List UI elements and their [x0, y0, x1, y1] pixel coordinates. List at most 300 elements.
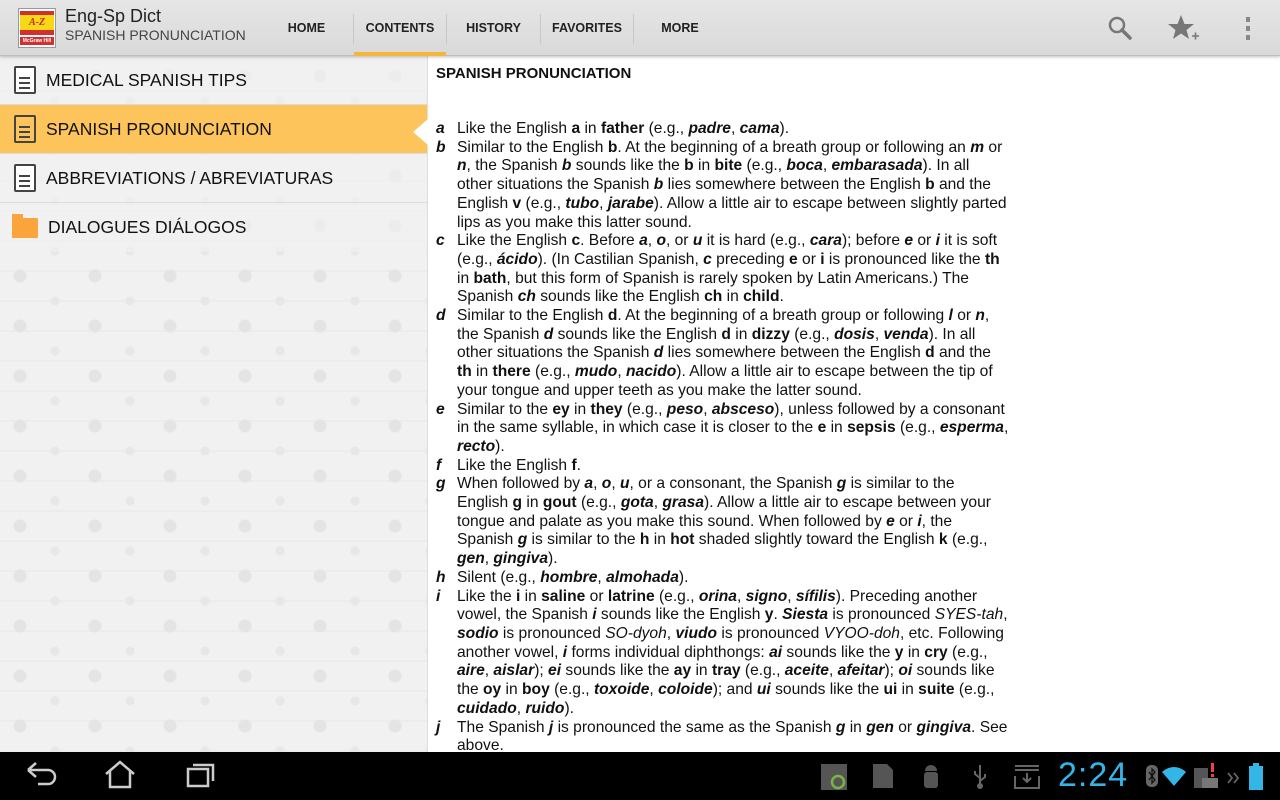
text-run: (e.g., [742, 157, 787, 175]
text-run: ). [564, 699, 574, 717]
text-run: , [822, 157, 832, 175]
article-title: SPANISH PRONUNCIATION [436, 65, 632, 82]
entry-text [457, 232, 1009, 307]
emphasized-term: d [925, 344, 935, 362]
sidebar-item-label: DIALOGUES DIÁLOGOS [48, 217, 247, 237]
emphasized-term: ácido [496, 250, 538, 268]
emphasized-term: sífilis [795, 587, 836, 605]
pronunciation-entry [436, 307, 1016, 401]
emphasized-term: SYES-tah [934, 606, 1004, 624]
text-run: , but this form of Spanish is rarely spoken by Latin Americans.) The Spanish [457, 269, 969, 306]
text-run: Like the English [457, 120, 572, 137]
text-run: (e.g., [576, 494, 621, 512]
emphasized-term: viudo [675, 624, 718, 642]
text-run: in [580, 120, 601, 137]
text-run: (e.g., [644, 120, 689, 137]
emphasized-term: embarasada [831, 157, 923, 175]
entry-text [457, 120, 1009, 139]
emphasized-term: v [512, 194, 522, 212]
text-run: sounds like the [770, 681, 884, 699]
text-run: lies somewhere between the English [663, 344, 926, 362]
emphasized-term: padre [688, 120, 731, 137]
emphasized-term: oi [898, 662, 913, 680]
star-add-icon[interactable] [1168, 14, 1196, 42]
entry-text [457, 401, 1009, 457]
app-logo [18, 8, 56, 48]
selection-pointer [413, 119, 428, 145]
text-run: , or [665, 232, 693, 250]
emphasized-term: cama [739, 120, 780, 137]
text-run: in [903, 643, 925, 661]
text-run: in [897, 681, 919, 699]
text-run: in [522, 494, 543, 512]
text-run: in [693, 157, 715, 175]
emphasized-term: gingiva [493, 550, 548, 568]
text-run: , the Spanish [457, 307, 990, 343]
more-notifications-icon[interactable] [1226, 768, 1240, 791]
contents-sidebar [0, 56, 427, 752]
text-run: ). [548, 550, 558, 568]
emphasized-term: ai [769, 643, 783, 661]
text-run: , [828, 662, 838, 680]
tab-home[interactable]: HOME [287, 21, 326, 35]
text-run: (e.g., [947, 531, 988, 549]
emphasized-term: Siesta [782, 606, 829, 624]
android-debug-icon[interactable] [920, 764, 942, 796]
emphasized-term: dizzy [751, 325, 790, 343]
emphasized-term: y [894, 643, 904, 661]
app-title: Eng-Sp Dict [65, 6, 162, 26]
text-run: Like the [457, 587, 516, 605]
emphasized-term: l [948, 307, 953, 325]
text-run: , etc. Following another vowel, [457, 624, 1004, 661]
emphasized-term: b [653, 176, 664, 194]
text-run: in [845, 718, 867, 736]
text-run: is pronounced [828, 606, 935, 624]
keyboard-alert-icon[interactable] [1194, 762, 1220, 796]
system-navigation-bar [0, 752, 1280, 800]
text-run: , [597, 568, 607, 586]
sd-card-icon[interactable] [872, 763, 894, 795]
text-run: Like the English [457, 232, 572, 250]
document-icon [14, 115, 36, 143]
emphasized-term: k [938, 531, 948, 549]
text-run: , [1003, 606, 1008, 624]
emphasized-term: y [764, 606, 774, 624]
logo-brand: McGraw Hill [20, 37, 54, 45]
document-icon [14, 66, 36, 94]
emphasized-term: esperma [939, 419, 1004, 437]
text-run: , [516, 699, 526, 717]
text-run: in [826, 419, 848, 437]
text-run: sounds like the English [535, 288, 705, 306]
text-run: or [893, 718, 917, 736]
emphasized-term: g [512, 494, 523, 512]
text-run: ). Allow a little air to escape between the tip of your tongue and upper teeth as you make the latter sound. [457, 363, 993, 399]
emphasized-term: tray [711, 662, 741, 680]
emphasized-term: ei [548, 662, 562, 680]
text-run: , [1003, 419, 1009, 437]
emphasized-term: th [984, 250, 1000, 268]
text-run: sounds like the [457, 662, 995, 699]
app-update-notification-icon[interactable] [820, 762, 850, 798]
text-run: . At the beginning of a breath group or following an [617, 138, 971, 156]
emphasized-term: ui [756, 681, 771, 699]
entry-letter: c [436, 232, 445, 250]
emphasized-term: ch [704, 288, 723, 306]
emphasized-term: o [656, 232, 666, 250]
pronunciation-entry [436, 588, 1016, 719]
download-icon[interactable] [1014, 764, 1040, 796]
app-subtitle: SPANISH PRONUNCIATION [65, 27, 246, 43]
text-run: sounds like the English [553, 325, 722, 343]
text-run: , [874, 325, 884, 343]
text-run: is similar to the English [457, 475, 955, 512]
emphasized-term: cara [809, 232, 842, 250]
text-run: in [730, 325, 752, 343]
tab-more[interactable]: MORE [661, 21, 699, 35]
tab-contents[interactable]: CONTENTS [354, 0, 446, 56]
tab-history[interactable]: HISTORY [466, 21, 521, 35]
clock[interactable]: 2:24 [1058, 756, 1129, 794]
text-run: ); before [841, 232, 905, 250]
text-run: , or a consonant, the Spanish [629, 475, 837, 493]
emphasized-term: absceso [711, 400, 775, 418]
text-run: . [576, 456, 581, 474]
text-run: in [649, 531, 671, 549]
emphasized-term: gen [457, 550, 485, 568]
text-run: , [736, 587, 746, 605]
entry-text [457, 475, 1009, 569]
emphasized-term: grasa [662, 494, 705, 512]
sidebar-item-dialogues[interactable] [0, 203, 427, 252]
text-run: sounds like the [782, 643, 895, 661]
emphasized-term: a [639, 232, 648, 250]
text-run: ). In all other situations the Spanish [457, 325, 976, 362]
emphasized-term: saline [541, 587, 586, 605]
emphasized-term: recto [457, 437, 496, 455]
usb-icon[interactable] [972, 764, 988, 796]
emphasized-term: e [789, 250, 798, 268]
emphasized-term: c [703, 250, 712, 268]
text-run: , [593, 475, 602, 493]
text-run: sounds like the [561, 662, 674, 680]
emphasized-term: cry [924, 643, 948, 661]
text-run: , [599, 194, 608, 212]
text-run: . [773, 606, 783, 624]
emphasized-term: g [836, 475, 847, 493]
text-run: , [787, 587, 796, 605]
emphasized-term: gout [542, 494, 577, 512]
text-run: ). Allow a little air to escape between your tongue and palate as you make this sound. When followed by [457, 494, 991, 530]
action-bar [0, 0, 1280, 56]
emphasized-term: sepsis [847, 419, 896, 437]
emphasized-term: i [562, 643, 568, 661]
sidebar-item-spanish-pronunciation[interactable] [0, 105, 427, 154]
pronunciation-entry [436, 569, 1016, 588]
text-run: or [585, 587, 608, 605]
text-run: or [913, 232, 936, 250]
entry-letter: d [436, 307, 446, 325]
text-run: . At the beginning of a breath group or following [617, 307, 949, 325]
emphasized-term: child [743, 288, 780, 306]
text-run: is pronounced like the [824, 250, 985, 268]
emphasized-term: afeitar [837, 662, 885, 680]
emphasized-term: a [584, 475, 594, 493]
bluetooth-icon[interactable] [1146, 765, 1158, 793]
text-run: , [611, 475, 620, 493]
emphasized-term: d [607, 307, 618, 325]
emphasized-term: th [457, 363, 472, 381]
emphasized-term: toxoide [593, 681, 650, 699]
text-run: ). [678, 568, 689, 586]
text-run: (e.g., [895, 419, 940, 437]
text-run: shaded slightly toward the English [694, 531, 939, 549]
emphasized-term: d [721, 325, 731, 343]
sidebar-item-label: SPANISH PRONUNCIATION [46, 118, 272, 139]
emphasized-term: sodio [457, 624, 499, 642]
recent-apps-button[interactable] [185, 760, 217, 797]
text-run: (e.g., [789, 325, 835, 343]
emphasized-term: aceite [784, 662, 829, 680]
text-run: , [484, 550, 494, 568]
emphasized-term: d [653, 344, 664, 362]
text-run: it is hard (e.g., [702, 232, 810, 250]
emphasized-term: ch [517, 288, 536, 306]
text-run: or [984, 138, 1003, 156]
text-run: in [569, 400, 591, 418]
article-pane[interactable] [427, 56, 1280, 752]
text-run: Similar to the English [457, 138, 608, 156]
emphasized-term: cuidado [457, 699, 517, 717]
emphasized-term: e [817, 419, 827, 437]
emphasized-term: gen [866, 718, 894, 736]
emphasized-term: peso [666, 400, 704, 418]
emphasized-term: b [607, 138, 618, 156]
emphasized-term: ey [552, 400, 570, 418]
text-run: , [653, 494, 663, 512]
emphasized-term: boy [522, 681, 550, 699]
text-run: (e.g., [521, 194, 566, 212]
emphasized-term: c [571, 232, 581, 250]
text-run: ). [779, 120, 790, 137]
text-run: Silent (e.g., [457, 568, 541, 586]
emphasized-term: dosis [834, 325, 875, 343]
text-run: in [471, 363, 493, 381]
home-button[interactable] [104, 760, 136, 797]
text-run: (e.g., [549, 681, 594, 699]
text-run: ), unless followed by a consonant in the same syllable, in which case it is closer to the [457, 400, 1005, 437]
emphasized-term: nacido [626, 363, 677, 381]
entry-letter: h [436, 568, 446, 586]
text-run: in [520, 587, 542, 605]
emphasized-term: hot [670, 531, 695, 549]
pronunciation-entry [436, 120, 1016, 139]
text-run: and the [934, 344, 991, 362]
text-run: in [457, 269, 474, 287]
entry-text [457, 139, 1009, 233]
emphasized-term: tubo [565, 194, 600, 212]
emphasized-term: hombre [540, 568, 598, 586]
emphasized-term: bite [714, 157, 743, 175]
folder-icon [12, 218, 38, 238]
text-run: in [722, 288, 744, 306]
text-run: (e.g., [947, 643, 988, 661]
emphasized-term: signo [745, 587, 788, 605]
emphasized-term: aire [457, 662, 485, 680]
entry-text [457, 588, 1009, 719]
emphasized-term: u [692, 232, 703, 250]
emphasized-term: g [835, 718, 846, 736]
text-run: sounds like the English [596, 606, 765, 624]
emphasized-term: ay [673, 662, 692, 680]
emphasized-term: b [684, 157, 694, 175]
emphasized-term: coloide [658, 681, 713, 699]
emphasized-term: orina [698, 587, 737, 605]
text-run: in [501, 681, 523, 699]
emphasized-term: i [592, 606, 597, 624]
text-run: ). In all other situations the Spanish [457, 157, 970, 194]
entry-letter: i [436, 587, 441, 605]
entry-text [457, 307, 1009, 401]
emphasized-term: b [925, 176, 935, 194]
text-run: ); [534, 662, 549, 680]
text-run: (e.g., [654, 587, 699, 605]
entry-letter: g [436, 475, 446, 493]
overflow-menu-icon[interactable] [1234, 14, 1262, 42]
pronunciation-entry [436, 232, 1016, 307]
text-run: Similar to the English [457, 307, 608, 325]
emphasized-term: mudo [574, 363, 618, 381]
emphasized-term: e [904, 232, 914, 250]
emphasized-term: boca [786, 157, 823, 175]
emphasized-term: u [619, 475, 630, 493]
text-run: or [952, 307, 976, 325]
entry-letter: f [436, 456, 442, 474]
back-button[interactable] [24, 760, 58, 797]
emphasized-term: i [935, 232, 940, 250]
text-run: preceding [711, 250, 789, 268]
entry-letter: a [436, 120, 445, 137]
emphasized-term: gota [620, 494, 654, 512]
text-run: (e.g., [530, 363, 575, 381]
emphasized-term: a [571, 120, 581, 137]
text-run: (e.g., [954, 681, 995, 699]
text-run: ). Preceding another vowel, the Spanish [457, 587, 978, 624]
tab-favorites[interactable]: FAVORITES [552, 21, 622, 35]
text-run: lies somewhere between the English [663, 176, 926, 194]
text-run: The Spanish [457, 718, 549, 736]
emphasized-term: e [886, 512, 895, 530]
emphasized-term: m [970, 138, 985, 156]
sidebar-item-abbreviations[interactable] [0, 154, 427, 203]
emphasized-term: n [975, 307, 985, 325]
emphasized-term: oy [483, 681, 502, 699]
text-run: . See above. [457, 718, 1008, 752]
pronunciation-entries [436, 120, 1016, 752]
search-icon[interactable] [1106, 14, 1134, 42]
text-run: , [647, 232, 657, 250]
text-run: , [666, 624, 676, 642]
document-icon [14, 164, 36, 192]
text-run: , [730, 120, 740, 137]
emphasized-term: latrine [607, 587, 655, 605]
emphasized-term: almohada [606, 568, 679, 586]
emphasized-term: j [548, 718, 554, 736]
emphasized-term: gingiva [916, 718, 972, 736]
text-run: ); [884, 662, 899, 680]
emphasized-term: ruido [525, 699, 565, 717]
text-run: , [703, 400, 712, 418]
emphasized-term: f [571, 456, 577, 474]
entry-text [457, 719, 1009, 753]
text-run: ). (In Castilian Spanish, [537, 250, 704, 268]
emphasized-term: o [601, 475, 612, 493]
text-run: , the Spanish [457, 512, 953, 549]
entry-letter: j [436, 718, 441, 736]
text-run: , [649, 681, 659, 699]
text-run: ). [495, 437, 505, 455]
pronunciation-entry [436, 719, 1016, 753]
emphasized-term: i [820, 250, 825, 268]
text-run: or [797, 250, 821, 268]
text-run: is pronounced the same as the Spanish [553, 718, 836, 736]
text-run: Like the English [457, 456, 572, 474]
entry-letter: e [436, 400, 445, 418]
pronunciation-entry [436, 401, 1016, 457]
text-run: ). Allow a little air to escape between slightly parted lips as you make this latter sound. [457, 194, 1007, 231]
text-run: Similar to the [457, 400, 553, 418]
text-run: When followed by [457, 475, 585, 493]
text-run: and the English [457, 176, 991, 212]
emphasized-term: n [457, 157, 467, 175]
wifi-icon[interactable] [1161, 765, 1187, 793]
emphasized-term: h [639, 531, 650, 549]
text-run: is pronounced [717, 624, 824, 642]
text-run: , [484, 662, 494, 680]
text-run: . [779, 288, 784, 306]
emphasized-term: bath [473, 269, 507, 287]
text-run: forms individual diphthongs: [567, 643, 770, 661]
emphasized-term: venda [883, 325, 929, 343]
pronunciation-entry [436, 139, 1016, 233]
logo-text: A-Z [20, 15, 54, 30]
emphasized-term: VYOO-doh [823, 624, 900, 642]
emphasized-term: suite [918, 681, 955, 699]
sidebar-item-label: MEDICAL SPANISH TIPS [46, 69, 247, 90]
text-run: ); and [712, 681, 757, 699]
sidebar-item-medical-spanish-tips[interactable] [0, 56, 427, 105]
emphasized-term: they [590, 400, 623, 418]
emphasized-term: i [917, 512, 922, 530]
text-run: is pronounced [498, 624, 606, 642]
pronunciation-entry [436, 475, 1016, 569]
emphasized-term: SO-dyoh [605, 624, 667, 642]
text-run: (e.g., [622, 400, 667, 418]
entry-text [457, 569, 1009, 588]
emphasized-term: there [492, 363, 531, 381]
text-run: or [894, 512, 918, 530]
emphasized-term: father [600, 120, 645, 137]
battery-icon[interactable] [1249, 763, 1263, 797]
text-run: , [617, 363, 626, 381]
emphasized-term: ui [883, 681, 898, 699]
text-run: in [691, 662, 712, 680]
text-run: it is soft (e.g., [457, 232, 998, 268]
emphasized-term: aislar [493, 662, 535, 680]
sidebar-item-label: ABBREVIATIONS / ABREVIATURAS [46, 167, 334, 188]
emphasized-term: d [543, 325, 554, 343]
